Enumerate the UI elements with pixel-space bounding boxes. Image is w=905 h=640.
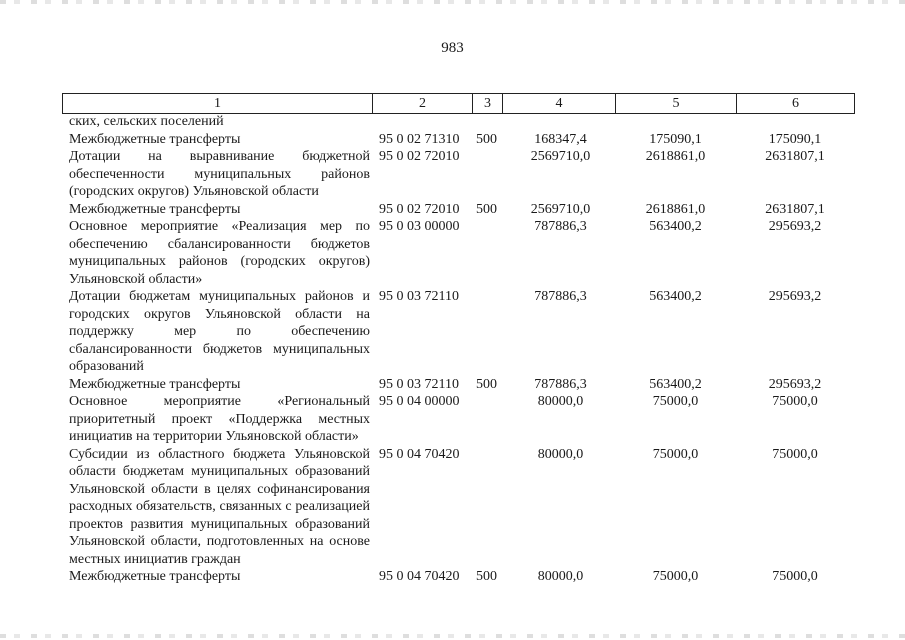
row-code: 95 0 04 70420 [379,446,460,462]
page-number: 983 [441,40,464,56]
table-row [62,568,854,586]
row-value-4: 80000,0 [537,394,584,409]
table-row [62,201,854,219]
row-code: 95 0 03 00000 [379,219,460,234]
row-name: Основное мероприятие «Региональный приоритетный проект «Поддержка местных инициатив на территории Ульяновской области» [69,394,370,444]
row-value-6: 75000,0 [772,394,818,409]
row-name: Межбюджетные трансферты [69,201,241,217]
row-code: 95 0 04 00000 [379,394,460,409]
row-value-5: 75000,0 [652,569,699,584]
row-value-5: 175090,1 [649,131,702,147]
row-value-5: 75000,0 [652,394,699,409]
row-code: 95 0 02 71310 [379,131,460,147]
row-vr [472,393,502,446]
row-code [372,113,472,131]
row-vr: 500 [476,376,497,392]
column-header-2: 2 [373,94,473,114]
table-row [62,148,854,201]
row-name: Дотации на выравнивание бюджетной обеспеченности муниципальных районов (городских округов) Ульяновской области [69,149,370,199]
row-name: Основное мероприятие «Реализация мер по обеспечению сбалансированности бюджетов муниципальных районов (городских округов) Ульяновской области» [69,219,370,287]
column-header-6: 6 [737,94,855,114]
scan-artifact-top [0,0,905,4]
table-row [62,376,854,394]
row-value-5: 2618861,0 [645,149,706,164]
table-row [62,113,854,131]
row-vr [472,288,502,376]
row-code: 95 0 02 72010 [379,149,460,164]
row-vr [472,446,502,569]
row-code: 95 0 02 72010 [379,201,460,217]
row-name: Межбюджетные трансферты [69,569,241,584]
row-vr: 500 [476,201,497,217]
row-value-6: 75000,0 [772,569,818,584]
table-row [62,446,854,569]
table-row [62,218,854,288]
column-header-1: 1 [63,94,373,114]
row-value-6 [736,113,854,131]
row-vr: 500 [476,131,497,147]
scan-artifact-bottom [0,634,905,638]
row-vr [472,218,502,288]
column-header-row [63,94,855,114]
row-value-5: 75000,0 [652,446,699,462]
row-value-5: 563400,2 [649,289,702,304]
table-row [62,288,854,376]
table-row [62,393,854,446]
budget-table [62,113,854,586]
row-code: 95 0 03 72110 [379,289,459,304]
row-value-6: 295693,2 [768,219,822,234]
row-vr [472,148,502,201]
table-row [62,131,854,149]
column-header-5: 5 [616,94,737,114]
row-value-4: 2569710,0 [530,149,591,164]
row-value-5: 563400,2 [649,219,702,234]
row-value-6: 2631807,1 [765,201,825,217]
column-header-table [62,93,855,114]
row-code: 95 0 03 72110 [379,376,459,392]
row-value-5: 563400,2 [649,376,702,392]
row-value-6: 175090,1 [768,131,822,147]
row-value-6: 295693,2 [768,376,822,392]
row-value-4: 787886,3 [534,376,587,392]
row-value-4: 80000,0 [537,569,584,584]
row-value-4: 787886,3 [534,219,587,234]
row-vr: 500 [476,569,497,584]
row-code: 95 0 04 70420 [379,569,460,584]
row-name: Дотации бюджетам муниципальных районов и городских округов Ульяновской области на поддержку мер по обеспечению сбалансированности бюджетов муниципальных образований [69,289,370,374]
column-header-3: 3 [473,94,503,114]
row-vr [472,113,502,131]
row-value-6: 2631807,1 [765,149,825,164]
row-value-5: 2618861,0 [645,201,706,217]
row-value-5 [615,113,736,131]
row-name: ских, сельских поселений [69,114,224,129]
row-name: Субсидии из областного бюджета Ульяновской области бюджетам муниципальных образований Ульяновской области в целях софинансирования расходных обязательств, связанных с реализацией проектов развития муниципальных образований Ульяновской области, подготовленных на основе местных инициатив граждан [69,446,370,567]
row-value-4: 168347,4 [534,131,587,147]
row-value-4: 787886,3 [534,289,587,304]
row-value-6: 295693,2 [768,289,822,304]
row-value-6: 75000,0 [772,446,818,462]
row-value-4: 2569710,0 [530,201,591,217]
row-value-4 [502,113,615,131]
row-value-4: 80000,0 [537,446,584,462]
column-header-4: 4 [503,94,616,114]
row-name: Межбюджетные трансферты [69,131,241,147]
row-name: Межбюджетные трансферты [69,376,241,392]
